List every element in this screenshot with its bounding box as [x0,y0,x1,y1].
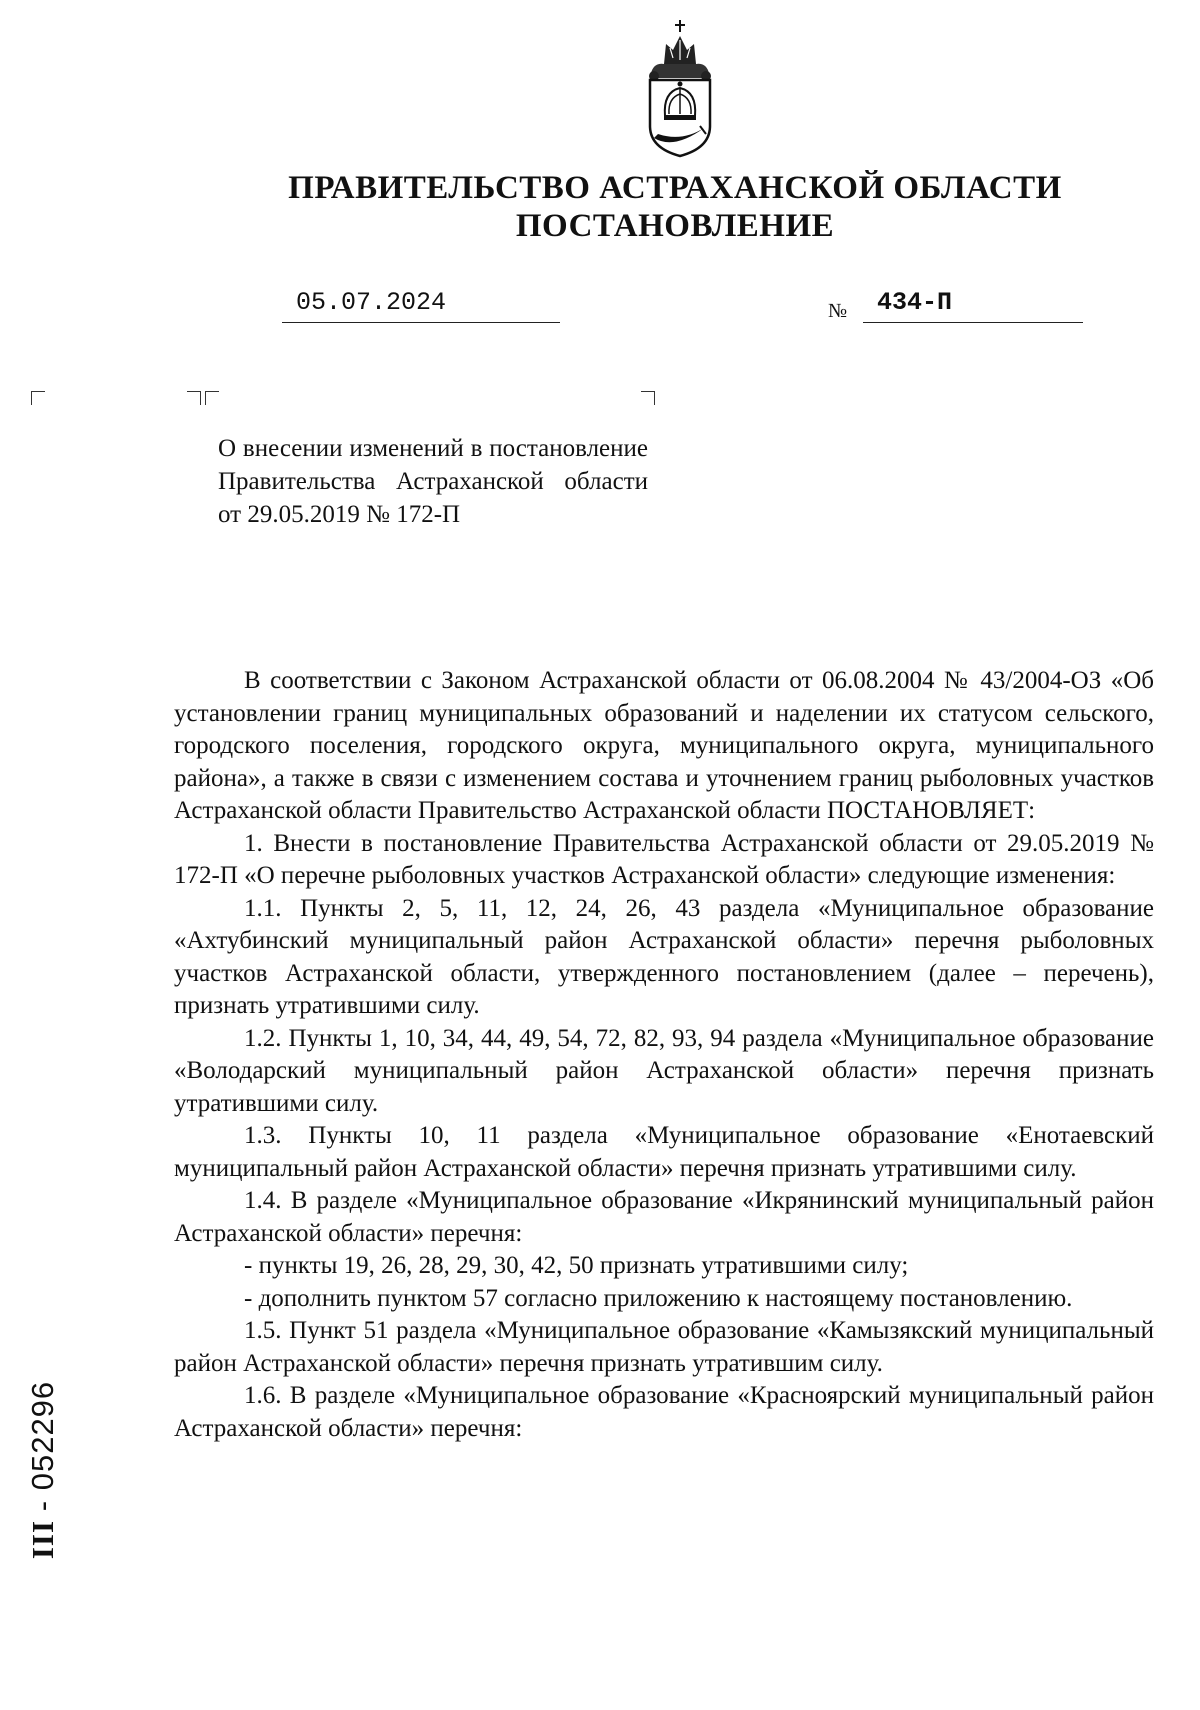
body-paragraph: 1.4. В разделе «Муниципальное образование «Икрянинский муниципальный район Астраханской области» перечня: [174,1187,1154,1247]
body-paragraph: 1.1. Пункты 2, 5, 11, 12, 24, 26, 43 раздела «Муниципальное образование «Ахтубинский муниципальный район Астраханской области» перечня рыболовных участков Астраханской области, утвержденного постановлением (далее – перечень), признать утратившими силу. [174,894,1154,1019]
government-title: ПРАВИТЕЛЬСТВО АСТРАХАНСКОЙ ОБЛАСТИ [288,170,1062,206]
serial-prefix: ІІІ [25,1519,60,1560]
document-number-field [863,288,1083,323]
subject-corner-mark [641,391,655,405]
body-paragraph: 1.3. Пункты 10, 11 раздела «Муниципальное образование «Енотаевский муниципальный район Астраханской области» перечня признать утратившими силу. [174,1122,1154,1182]
subject-corner-mark [205,391,219,405]
registration-corner-mark [31,391,45,405]
body-paragraph: 1.6. В разделе «Муниципальное образование «Красноярский муниципальный район Астраханской области» перечня: [174,1382,1154,1442]
serial-digits: - 052296 [25,1380,60,1512]
coat-of-arms-icon [640,18,720,160]
body-paragraph: 1. Внести в постановление Правительства Астраханской области от 29.05.2019 № 172-П «О перечне рыболовных участков Астраханской области» следующие изменения: [174,829,1154,889]
body-paragraph: 1.2. Пункты 1, 10, 34, 44, 49, 54, 72, 82, 93, 94 раздела «Муниципальное образование «Володарский муниципальный район Астраханской области» перечня признать утратившими силу. [174,1024,1154,1117]
document-number: 434-П [877,288,953,317]
body-paragraph: - пункты 19, 26, 28, 29, 30, 42, 50 признать утратившими силу; [244,1252,909,1279]
document-subject: О внесении изменений в постановление Правительства Астраханской области от 29.05.2019 № 172-П [218,435,648,528]
body-paragraph: В соответствии с Законом Астраханской области от 06.08.2004 № 43/2004-ОЗ «Об установлении границ муниципальных образований и наделении их статусом сельского, городского поселения, городского округа, муниципального округа, муниципального района», а также в связи с изменением состава и уточнением границ рыболовных участков Астраханской области Правительство Астраханской области ПОСТАНОВЛЯЕТ: [174,667,1154,824]
body-paragraph: - дополнить пунктом 57 согласно приложению к настоящему постановлению. [244,1284,1073,1312]
body-paragraph: 1.5. Пункт 51 раздела «Муниципальное образование «Камызякский муниципальный район Астраханской области» перечня признать утратившим силу. [174,1317,1154,1377]
number-sign: № [828,300,848,322]
document-type-title: ПОСТАНОВЛЕНИЕ [515,208,835,244]
subject-corner-mark [187,391,201,405]
form-serial-number [25,1381,61,1559]
document-body [174,665,1154,1445]
document-date-field [282,288,560,323]
document-date: 05.07.2024 [296,288,447,317]
